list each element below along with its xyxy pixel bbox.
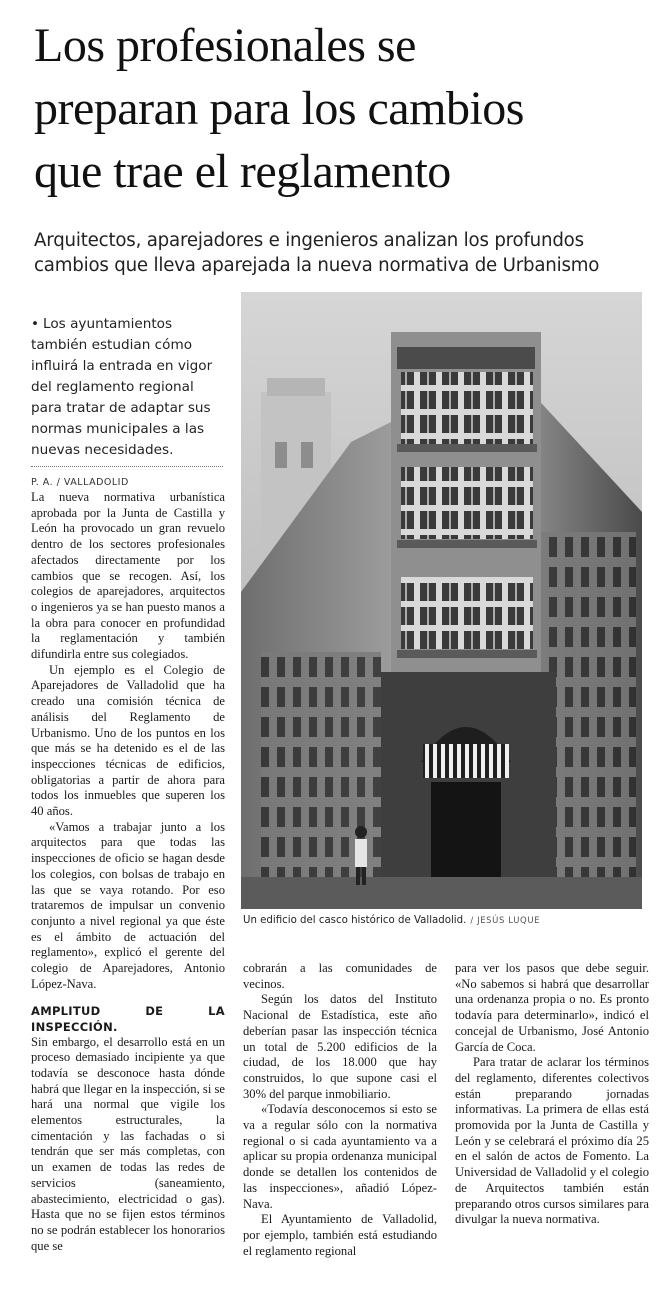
subheadline [34,228,664,278]
summary-text: Los ayuntamientos también estudian cómo influirá la entrada en vigor del reglamento regional para tratar de adaptar sus normas municipales a las nuevas necesidades. [31,316,213,458]
summary-box [31,314,221,461]
headline [34,14,654,203]
paragraph: para ver los pasos que debe seguir. «No sabemos si habrá que desarrollar una ordenanza propia o no. Es pronto todavía para determinarlo», indicó el concejal de Urbanismo, José Antonio García de Coca. [455,961,649,1054]
headline-line: preparan para los cambios [34,82,524,135]
building-photo [241,292,642,909]
article-column-3 [455,961,649,1228]
paragraph: «Vamos a trabajar junto a los arquitectos para que todas las inspecciones de oficio se hagan desde los colegios, con bolsas de trabajo en las que se vaya rotando. Por eso trataremos de impulsar un convenio conjunto a nivel regional ya que éste es el ámbito de actuación del reglamento», explicó el gerente del colegio de Aparejadores, Antonio López-Nava. [31,819,225,991]
paragraph: «Todavía desconocemos si esto se va a regular sólo con la normativa regional o si cada ayuntamiento va a aplicar su propia ordenanza municipal donde se detallen los contenidos de las inspecciones», añadió López-Nava. [243,1102,437,1211]
byline: P. A. / VALLADOLID [31,477,129,488]
subheadline-line: cambios que lleva aparejada la nueva normativa de Urbanismo [34,255,600,276]
paragraph: La nueva normativa urbanística aprobada por la Junta de Castilla y León ha provocado un gran revuelo dentro de los sectores profesionales afectados directamente por los cambios que se recogen. Así, los colegios de aparejadores, arquitectos o ingenieros ya se han puesto manos a la obra para conocer en profundidad la reglamentación y también difundirla entre sus colegiados. [31,490,225,662]
paragraph: Sin embargo, el desarrollo está en un proceso demasiado incipiente ya que todavía se desconoce hasta dónde habrá que llegar en la inspección, si se hará una normal que vigile los elementos estructurales, la cimentación y las fachadas o si tendrán que ser más completas, con un examen de todas las redes de servicios (saneamiento, abastecimiento, electricidad o gas). Hasta que no se fijen estos términos no se podrán establecer los honorarios que se [31,1034,225,1253]
caption-text: Un edificio del casco histórico de Valladolid. [243,915,467,926]
photo-credit: / JESÚS LUQUE [470,916,541,926]
headline-line: Los profesionales se [34,19,416,72]
bullet-icon: • [31,316,40,332]
paragraph: Para tratar de aclarar los términos del reglamento, diferentes colectivos están preparando jornadas informativas. La primera de ellas está promovida por la Junta de Castilla y León y se celebrará el próximo día 25 en el salón de actos de Fomento. La Universidad de Valladolid y el colegio de Arquitectos también están preparando otros cursos similares para divulgar la nueva normativa. [455,1055,649,1227]
paragraph: Según los datos del Instituto Nacional de Estadística, este año deberían pasar las inspección técnica un total de 5.200 edificios de la ciudad, de los 18.000 que hay construidos, lo que supone casi el 30% del parque inmobiliario. [243,992,437,1101]
building-illustration [241,292,642,909]
photo-caption [243,915,663,926]
article-column-2 [243,961,437,1259]
paragraph: El Ayuntamiento de Valladolid, por ejemplo, también está estudiando el reglamento regional [243,1212,437,1258]
paragraph: cobrarán a las comunidades de vecinos. [243,961,437,991]
summary-divider [31,466,223,467]
headline-line: que trae el reglamento [34,145,451,198]
subheadline-line: Arquitectos, aparejadores e ingenieros analizan los profundos [34,230,584,251]
paragraph: Un ejemplo es el Colegio de Aparejadores de Valladolid que ha creado una comisión técnica de análisis del Reglamento de Urbanismo. Uno de los puntos en los que más se ha detenido es el de las inspecciones técnicas de edificios, obligatorias a partir de ahora para todos los inmuebles que superen los 40 años. [31,662,225,819]
section-heading: AMPLITUD DE LA INSPECCIÓN. [31,1003,225,1034]
article-column-1 [31,476,225,1254]
